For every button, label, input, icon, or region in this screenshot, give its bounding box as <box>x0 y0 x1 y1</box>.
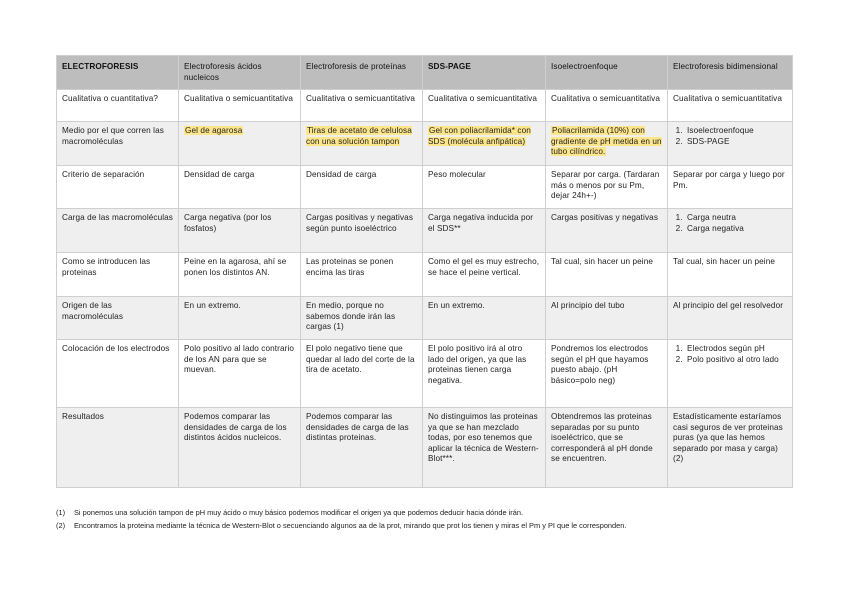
table-cell: Podemos comparar las densidades de carga de los distintos ácidos nucleicos. <box>179 408 301 488</box>
footnote-text: Si ponemos una solución tampon de pH muy ácido o muy básico podemos modificar el origen ya que podemos deducir hacia dónde irán. <box>74 508 524 517</box>
row-label: Resultados <box>57 408 179 488</box>
table-cell: Estadísticamente estaríamos casi seguros de ver proteinas puras (ya que las hemos separado por masa y carga) (2) <box>668 408 793 488</box>
row-label: Origen de las macromoléculas <box>57 297 179 340</box>
row-label: Colocación de los electrodos <box>57 340 179 408</box>
header-cell: ELECTROFORESIS <box>57 56 179 90</box>
row-label: Medio por el que corren las macromoléculas <box>57 122 179 166</box>
header-cell: SDS-PAGE <box>423 56 546 90</box>
table-cell: Al principio del gel resolvedor <box>668 297 793 340</box>
numbered-list <box>673 344 787 365</box>
list-item: 1. Isoelectroenfoque <box>685 126 787 137</box>
table-cell: En medio, porque no sabemos donde irán las cargas (1) <box>301 297 423 340</box>
table-cell: Pondremos los electrodos según el pH que hayamos puesto abajo. (pH básico=polo neg) <box>546 340 668 408</box>
table-cell: Cualitativa o semicuantitativa <box>546 90 668 122</box>
highlighted-text: Gel con poliacrilamida* con SDS (molécula anfipática) <box>428 126 531 146</box>
list-item: 2. Carga negativa <box>685 224 787 235</box>
header-cell: Electroforesis bidimensional <box>668 56 793 90</box>
row-label: Cualitativa o cuantitativa? <box>57 90 179 122</box>
table-cell <box>668 122 793 166</box>
table-header-row <box>57 56 793 90</box>
table-cell <box>423 122 546 166</box>
highlighted-text: Tiras de acetato de celulosa con una solución tampon <box>306 126 412 146</box>
table-cell: Obtendremos las proteinas separadas por su punto isoeléctrico, que se corresponderá al pH donde se encuentren. <box>546 408 668 488</box>
footnote-number: (2) <box>56 521 66 530</box>
table-cell <box>179 122 301 166</box>
row-label: Criterio de separación <box>57 166 179 209</box>
table-cell: No distinguimos las proteinas ya que se han mezclado todas, por eso tenemos que aplicar la técnica de Western-Blot***. <box>423 408 546 488</box>
table-cell <box>668 340 793 408</box>
footnote <box>56 506 816 519</box>
row-label: Carga de las macromoléculas <box>57 209 179 253</box>
footnote-number: (1) <box>56 508 66 517</box>
table-row <box>57 340 793 408</box>
table-cell <box>546 122 668 166</box>
table-cell: El polo positivo irá al otro lado del origen, ya que las proteinas tienen carga negativa. <box>423 340 546 408</box>
table-row <box>57 166 793 209</box>
table-row <box>57 253 793 297</box>
table-cell: Densidad de carga <box>301 166 423 209</box>
table-row <box>57 209 793 253</box>
table-cell: Al principio del tubo <box>546 297 668 340</box>
table-cell: Cualitativa o semicuantitativa <box>668 90 793 122</box>
list-item: 1. Carga neutra <box>685 213 787 224</box>
table-cell: Densidad de carga <box>179 166 301 209</box>
table-cell: Cualitativa o semicuantitativa <box>301 90 423 122</box>
table-cell: En un extremo. <box>423 297 546 340</box>
table-row <box>57 408 793 488</box>
header-cell: Electroforesis ácidos nucleicos <box>179 56 301 90</box>
table-cell: Cualitativa o semicuantitativa <box>423 90 546 122</box>
table-cell: Tal cual, sin hacer un peine <box>546 253 668 297</box>
table-cell: Peine en la agarosa, ahí se ponen los distintos AN. <box>179 253 301 297</box>
table-cell: Podemos comparar las densidades de carga de las distintas proteinas. <box>301 408 423 488</box>
table-cell: Polo positivo al lado contrario de los AN para que se muevan. <box>179 340 301 408</box>
row-label: Como se introducen las proteinas <box>57 253 179 297</box>
numbered-list <box>673 213 787 234</box>
table-cell: El polo negativo tiene que quedar al lado del corte de la tira de acetato. <box>301 340 423 408</box>
electroforesis-table <box>56 55 793 488</box>
header-cell: Isoelectroenfoque <box>546 56 668 90</box>
table-cell: Separar por carga. (Tardaran más o menos por su Pm, dejar 24h+-) <box>546 166 668 209</box>
table-cell <box>668 209 793 253</box>
header-cell: Electroforesis de proteínas <box>301 56 423 90</box>
table-cell <box>301 122 423 166</box>
table-cell: Carga negativa (por los fosfatos) <box>179 209 301 253</box>
highlighted-text: Poliacrilamida (10%) con gradiente de pH metida en un tubo cilíndrico. <box>551 126 662 157</box>
numbered-list <box>673 126 787 147</box>
table-cell: Carga negativa inducida por el SDS** <box>423 209 546 253</box>
table-cell: Separar por carga y luego por Pm. <box>668 166 793 209</box>
footnote <box>56 519 816 532</box>
table-row <box>57 297 793 340</box>
table-cell: Cualitativa o semicuantitativa <box>179 90 301 122</box>
footnotes <box>56 506 816 532</box>
list-item: 1. Electrodos según pH <box>685 344 787 355</box>
table-row <box>57 90 793 122</box>
list-item: 2. SDS-PAGE <box>685 137 787 148</box>
table-cell: Cargas positivas y negativas según punto isoeléctrico <box>301 209 423 253</box>
list-item: 2. Polo positivo al otro lado <box>685 355 787 366</box>
table-cell: Como el gel es muy estrecho, se hace el peine vertical. <box>423 253 546 297</box>
table-cell: Tal cual, sin hacer un peine <box>668 253 793 297</box>
table-cell: Las proteinas se ponen encima las tiras <box>301 253 423 297</box>
table-cell: Cargas positivas y negativas <box>546 209 668 253</box>
table-cell: En un extremo. <box>179 297 301 340</box>
table-cell: Peso molecular <box>423 166 546 209</box>
highlighted-text: Gel de agarosa <box>185 126 243 135</box>
table-row <box>57 122 793 166</box>
footnote-text: Encontramos la proteina mediante la técnica de Western-Blot o secuenciando algunos aa de la prot, mirando que prot los tienen y miras el Pm y PI que le corresponden. <box>74 521 627 530</box>
